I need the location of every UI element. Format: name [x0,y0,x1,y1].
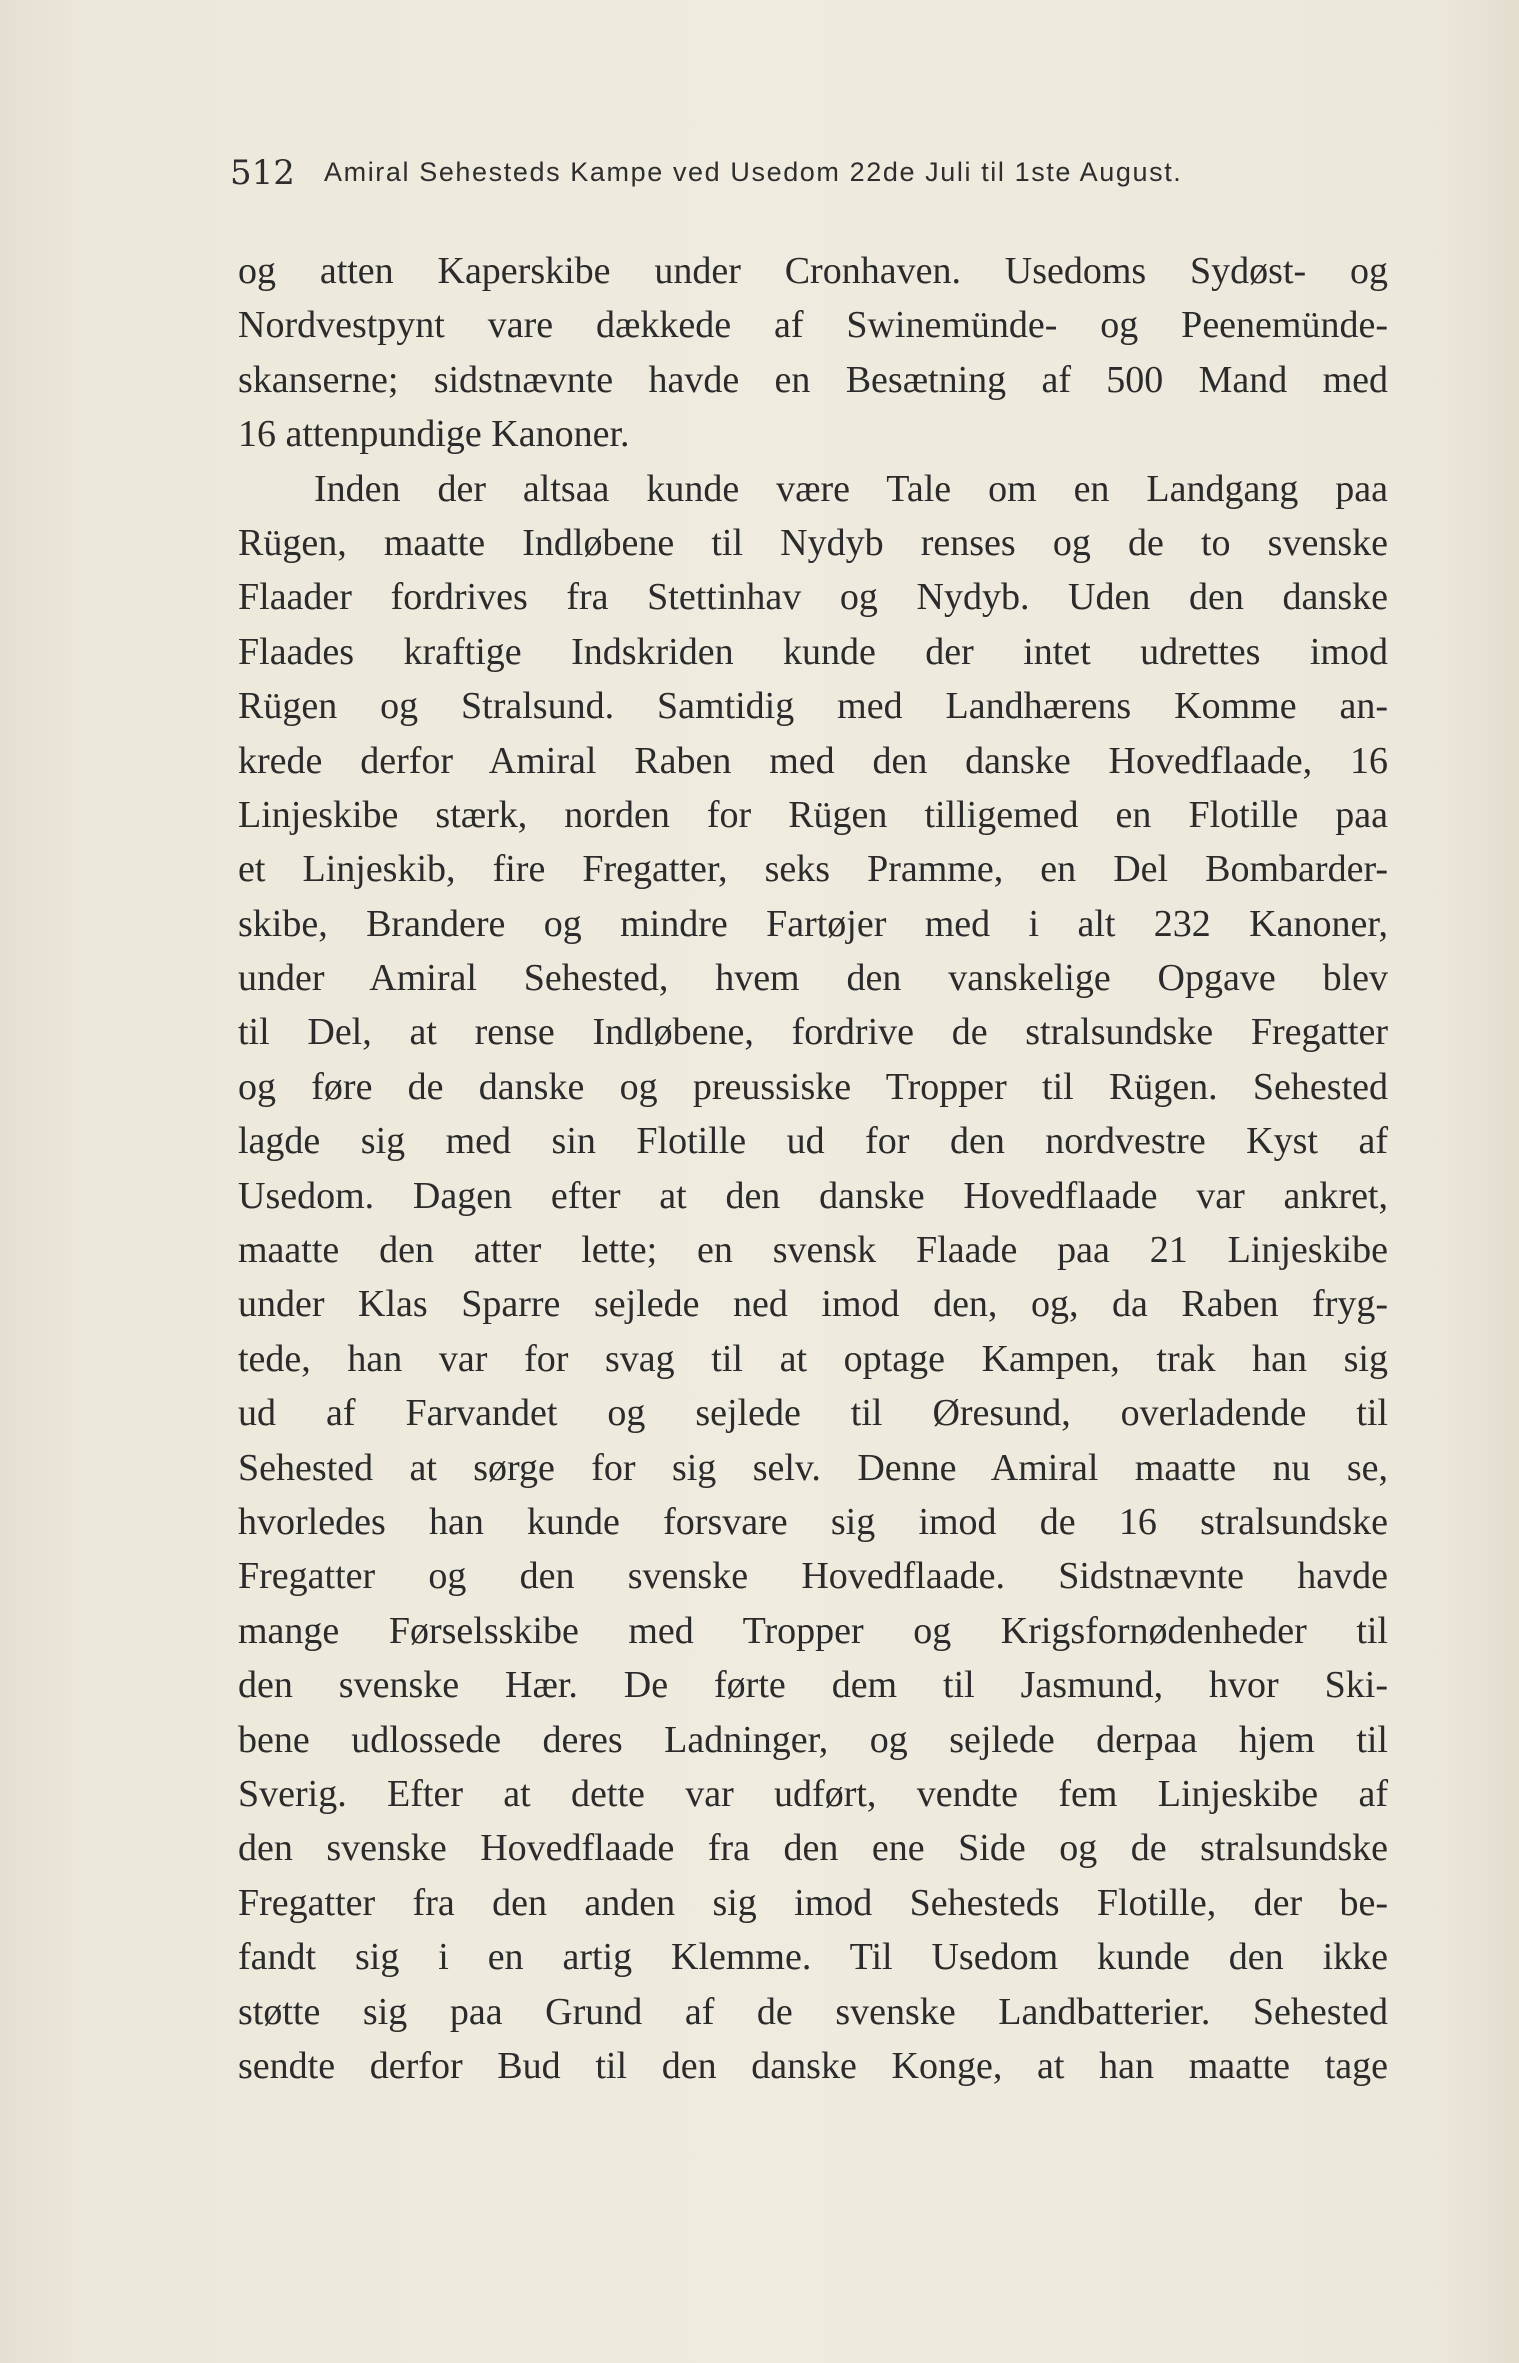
text-line: 16 attenpundige Kanoner. [238,413,630,456]
text-line: Flaader fordrives fra Stettinhav og Nydyb. Uden den danske [238,576,1388,619]
text-line: støtte sig paa Grund af de svenske Landbatterier. Sehested [238,1990,1388,2033]
text-line: Nordvestpynt vare dækkede af Swinemünde- og Peenemünde- [238,304,1388,347]
text-line: et Linjeskib, fire Fregatter, seks Pramme, en Del Bombarder- [238,848,1388,891]
text-line: Usedom. Dagen efter at den danske Hovedflaade var ankret, [238,1174,1388,1217]
page-number: 512 [230,153,295,193]
text-line: krede derfor Amiral Raben med den danske Hovedflaade, 16 [238,739,1388,782]
body-text [238,244,1388,2093]
text-line: tede, han var for svag til at optage Kampen, trak han sig [238,1337,1388,1380]
text-line: Rügen, maatte Indløbene til Nydyb renses og de to svenske [238,521,1388,564]
text-line: bene udlossede deres Ladninger, og sejlede derpaa hjem til [238,1718,1388,1761]
text-line: Fregatter og den svenske Hovedflaade. Sidstnævnte havde [238,1555,1388,1598]
text-line: Sverig. Efter at dette var udført, vendte fem Linjeskibe af [238,1772,1388,1815]
text-line: fandt sig i en artig Klemme. Til Usedom kunde den ikke [238,1936,1388,1979]
running-head: Amiral Sehesteds Kampe ved Usedom 22de Juli til 1ste August. [324,157,1183,187]
text-line: og atten Kaperskibe under Cronhaven. Usedoms Sydøst- og [238,250,1388,292]
text-line: den svenske Hær. De førte dem til Jasmund, hvor Ski- [238,1664,1388,1707]
text-line: lagde sig med sin Flotille ud for den nordvestre Kyst af [238,1120,1388,1163]
text-line: Inden der altsaa kunde være Tale om en Landgang paa [314,467,1388,510]
text-line: Sehested at sørge for sig selv. Denne Amiral maatte nu se, [238,1446,1388,1489]
text-line: skanserne; sidstnævnte havde en Besætning af 500 Mand med [238,358,1388,401]
text-line: under Amiral Sehested, hvem den vanskelige Opgave blev [238,957,1388,1000]
text-line: den svenske Hovedflaade fra den ene Side og de stralsundske [238,1827,1388,1870]
text-line: ud af Farvandet og sejlede til Øresund, overladende til [238,1392,1388,1435]
text-line: skibe, Brandere og mindre Fartøjer med i alt 232 Kanoner, [238,902,1388,945]
text-line: hvorledes han kunde forsvare sig imod de 16 stralsundske [238,1500,1388,1543]
text-line: Linjeskibe stærk, norden for Rügen tilligemed en Flotille paa [238,793,1388,836]
text-line: mange Førselsskibe med Tropper og Krigsfornødenheder til [238,1609,1388,1652]
page-header [230,148,1430,198]
text-line: Rügen og Stralsund. Samtidig med Landhærens Komme an- [238,685,1388,728]
text-line: under Klas Sparre sejlede ned imod den, og, da Raben fryg- [238,1283,1388,1326]
text-line: maatte den atter lette; en svensk Flaade paa 21 Linjeskibe [238,1229,1388,1272]
text-line: Flaades kraftige Indskriden kunde der intet udrettes imod [238,630,1388,673]
text-line: og føre de danske og preussiske Tropper til Rügen. Sehested [238,1065,1388,1108]
text-line: til Del, at rense Indløbene, fordrive de stralsundske Fregatter [238,1011,1388,1054]
text-line: sendte derfor Bud til den danske Konge, at han maatte tage [238,2044,1388,2087]
text-line: Fregatter fra den anden sig imod Sehesteds Flotille, der be- [238,1881,1388,1924]
